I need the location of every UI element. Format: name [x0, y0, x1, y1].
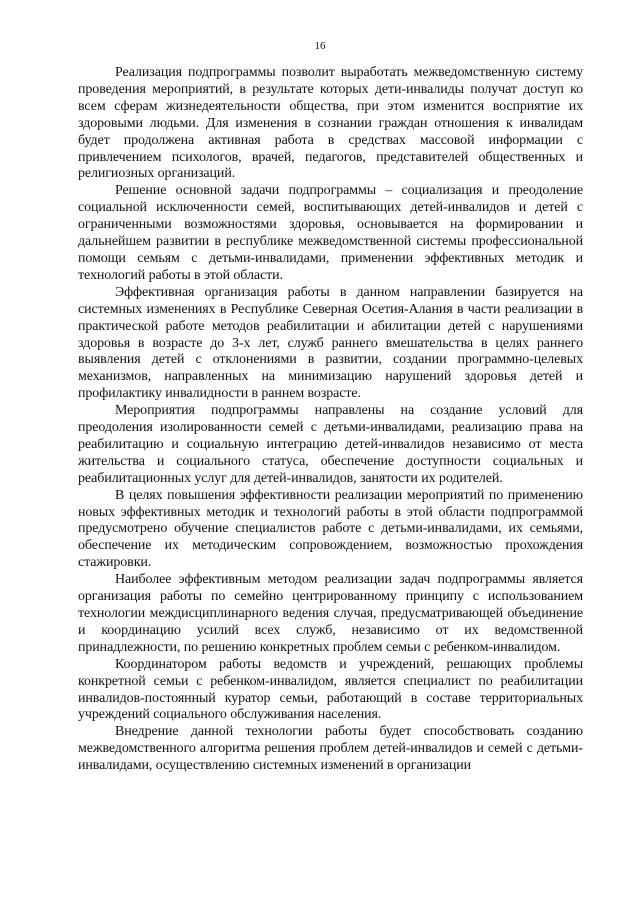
paragraph-3: Эффективная организация работы в данном направлении базируется на системных изменениях в Республике Северная Осетия-Алания в части реализации в практической работе методов реабилитации и абилитации детей с нарушениями здоровья в возрасте до 3-х лет, служб раннего вмешательства в целях раннего выявления детей с отклонениями в развитии, создании программно-целевых механизмов, направленных на минимизацию нарушений здоровья детей и профилактику инвалидности в раннем возрасте.	[78, 284, 583, 402]
paragraph-5: В целях повышения эффективности реализации мероприятий по применению новых эффективных методик и технологий работы в этой области подпрограммой предусмотрено обучение специалистов работе с детьми-инвалидами, их семьями, обеспечение их методическим сопровождением, возможностью прохождения стажировки.	[78, 487, 583, 571]
page-number: 16	[314, 40, 326, 52]
paragraph-1: Реализация подпрограммы позволит выработать межведомственную систему проведения мероприятий, в результате которых дети-инвалиды получат доступ ко всем сферам жизнедеятельности общества, при этом изменится восприятие их здоровыми людьми. Для изменения в сознании граждан отношения к инвалидам будет продолжена активная работа в средствах массовой информации с привлечением психологов, врачей, педагогов, представителей общественных и религиозных организаций.	[78, 65, 583, 182]
document-body	[78, 65, 583, 775]
paragraph-7: Координатором работы ведомств и учреждений, решающих проблемы конкретной семьи с ребенком-инвалидом, является специалист по реабилитации инвалидов-постоянный куратор семьи, работающий в составе территориальных учреждений социального обслуживания населения.	[78, 656, 583, 723]
paragraph-4: Мероприятия подпрограммы направлены на создание условий для преодоления изолированности семей с детьми-инвалидами, реализацию права на реабилитацию и социальную интеграцию детей-инвалидов независимо от места жительства и социального статуса, обеспечение доступности социальных и реабилитационных услуг для детей-инвалидов, занятости их родителей.	[78, 403, 583, 486]
paragraph-2: Решение основной задачи подпрограммы – социализация и преодоление социальной исключенности семей, воспитывающих детей-инвалидов и детей с ограниченными возможностями здоровья, основывается на формировании и дальнейшем развитии в республике межведомственной системы профессиональной помощи семьям с детьми-инвалидами, применении эффективных методик и технологий работы в этой области.	[78, 183, 583, 283]
paragraph-8: Внедрение данной технологии работы будет способствовать созданию межведомственного алгоритма решения проблем детей-инвалидов и семей с детьми-инвалидами, осуществлению системных изменений в организации	[78, 724, 583, 774]
paragraph-6: Наиболее эффективным методом реализации задач подпрограммы является организация работы по семейно центрированному принципу с использованием технологии междисциплинарного ведения случая, предусматривающей объединение и координацию усилий всех служб, независимо от их ведомственной принадлежности, по решению конкретных проблем семьи с ребенком-инвалидом.	[78, 572, 583, 655]
